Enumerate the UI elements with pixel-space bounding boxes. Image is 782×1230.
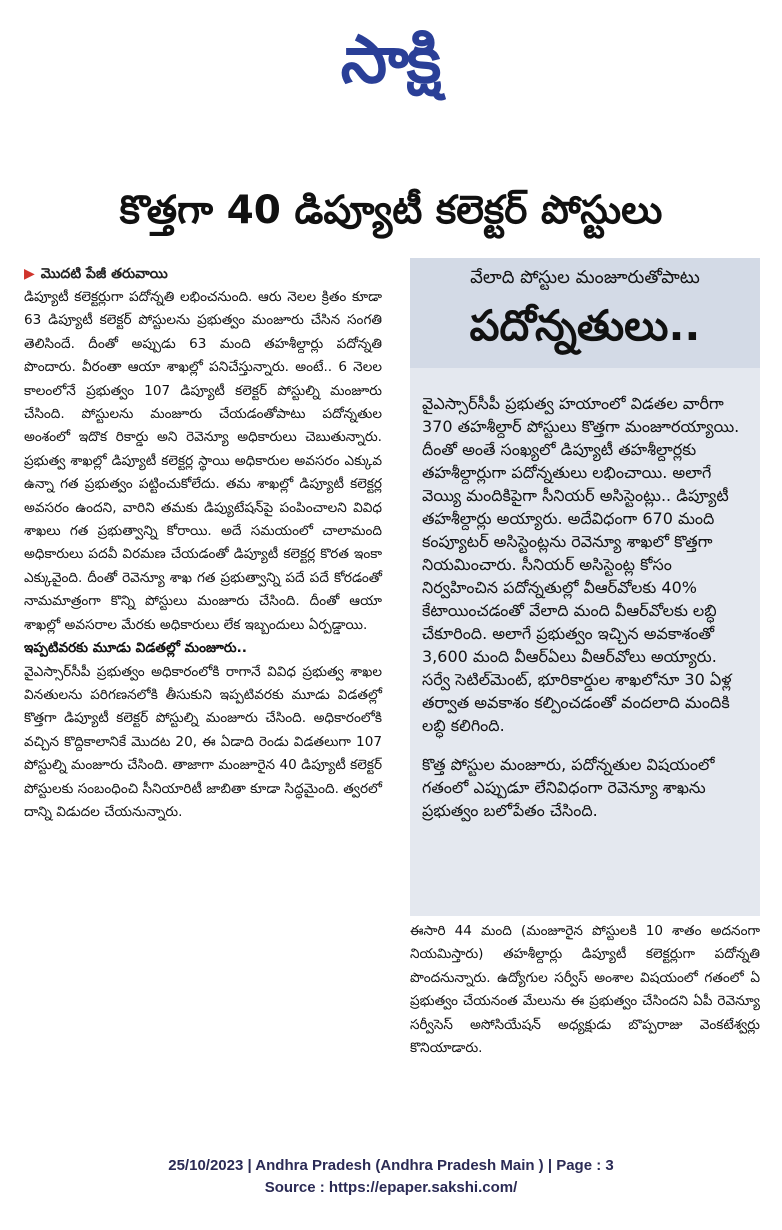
- footer-dateline: 25/10/2023 | Andhra Pradesh (Andhra Pradesh Main ) | Page : 3: [168, 1157, 614, 1174]
- left-column: [24, 262, 382, 824]
- footer-source: Source : https://epaper.sakshi.com/: [264, 1179, 518, 1196]
- sidebar-box-body: [410, 368, 760, 824]
- right-column: [410, 920, 760, 1060]
- kicker-text: మొదటి పేజీ తరువాయి: [40, 266, 168, 282]
- arrow-icon: ▶: [24, 266, 35, 282]
- left-paragraph-1: డిప్యూటీ కలెక్టర్లుగా పదోన్నతి లభించనుంది. ఆరు నెలల క్రితం కూడా 63 డిప్యూటీ కలెక్టర్‌ పోస్టులను ప్రభుత్వం మంజూరు చేసిన సంగతి తెలిసిందే. దీంతో అప్పుడు 63 మంది తహశీల్దార్లు పదోన్నతి పొందారు. వీరంతా ఆయా శాఖల్లో పనిచేస్తున్నారు. అంటే.. 6 నెలల కాలంలోనే ప్రభుత్వం 107 డిప్యూటీ కలెక్టర్‌ పోస్టుల్ని మంజూరు చేసింది. పోస్టులను మంజూరు చేయడంతోపాటు పదోన్నతుల అంశంలో ఇదొక రికార్డు అని రెవెన్యూ అధికారులు చెబుతున్నారు. ప్రభుత్వ శాఖల్లో డిప్యూటీ కలెక్టర్ల స్థాయి అధికారుల అవసరం ఎక్కువ ఉన్నా గత ప్రభుత్వం పట్టించుకోలేదు. తమ శాఖల్లో డిప్యూటీ కలెక్టర్ల అవసరం ఉందని, వారిని తమకు డిప్యుటేషన్‌పై పంపించాలని వివిధ శాఖలు గత ప్రభుత్వాన్ని కోరాయి. అదే సమయంలో చాలామంది అధికారులు పదవీ విరమణ చేయడంతో డిప్యూటీ కలెక్టర్ల కొరత ఇంకా ఎక్కువైంది. దీంతో రెవెన్యూ శాఖ గత ప్రభుత్వాన్ని పదే పదే కోరడంతో నామమాత్రంగా కొన్ని పోస్టులు మంజూరు చేసింది. దీంతో ఆయా శాఖల్లో అవసరాల మేరకు అధికారులు లేక ఇబ్బందులు ఏర్పడ్డాయి.: [24, 289, 382, 633]
- sidebar-box: [410, 258, 760, 916]
- sidebar-box-kicker: వేలాది పోస్టుల మంజూరుతోపాటు: [470, 267, 700, 288]
- sidebar-box-header: [410, 258, 760, 368]
- footer: [0, 1155, 782, 1199]
- sakshi-logo: సాక్షి: [340, 21, 440, 98]
- box-paragraph-1: వైఎస్సార్‌సీపీ ప్రభుత్వ హయాంలో విడతల వారీగా 370 తహశీల్దార్‌ పోస్టులు కొత్తగా మంజూరయ్యాయి. దీంతో అంతే సంఖ్యలో డిప్యూటీ తహశీల్దార్లకు తహశీల్దార్లుగా పదోన్నతులు లభించాయి. అలాగే వెయ్యి మందికిపైగా సీనియర్‌ అసిస్టెంట్లు.. డిప్యూటీ తహశీల్దార్లు అయ్యారు. అదేవిధంగా 670 మంది కంప్యూటర్‌ అసిస్టెంట్లను రెవెన్యూ శాఖలో కొత్తగా నియమించారు. సీనియర్‌ అసిస్టెంట్ల కోసం నిర్వహించిన పదోన్నతుల్లో వీఆర్‌వోలకు 40% కేటాయించడంతో వేలాది మంది వీఆర్‌వోలకు లబ్ధి చేకూరింది. అలాగే ప్రభుత్వం ఇచ్చిన అవకాశంతో 3,600 మంది వీఆర్‌ఏలు వీఆర్‌వోలు అయ్యారు. సర్వే సెటిల్‌మెంట్, భూరికార్డుల శాఖలోనూ 30 ఏళ్ల తర్వాత అవకాశం కల్పించడంతో వందలాది మందికి లబ్ధి కలిగింది.: [422, 394, 740, 735]
- sidebar-box-title: పదోన్నతులు..: [469, 301, 701, 350]
- left-paragraph-2: వైఎస్సార్‌సీపీ ప్రభుత్వం అధికారంలోకి రాగానే వివిధ ప్రభుత్వ శాఖల వినతులను పరిగణనలోకి తీసుకుని ఇప్పటివరకు మూడు విడతల్లో కొత్తగా డిప్యూటీ కలెక్టర్‌ పోస్టుల్ని మంజూరు చేసింది. అధికారంలోకి వచ్చిన కొద్దికాలానికే మొదట 20, ఈ ఏడాది రెండు విడతలుగా 107 పోస్టుల్ని మంజూరు చేసింది. తాజాగా మంజూరైన 40 డిప్యూటీ కలెక్టర్‌ పోస్టులకు సంబంధించి సీనియారిటీ జాబితా కూడా సిద్ధమైంది. త్వరలో దాన్ని విడుదల చేయనున్నారు.: [24, 663, 382, 820]
- box-paragraph-2: కొత్త పోస్టుల మంజూరు, పదోన్నతుల విషయంలో గతంలో ఎప్పుడూ లేనివిధంగా రెవెన్యూ శాఖను ప్రభుత్వం బలోపేతం చేసింది.: [422, 755, 715, 820]
- continuation-kicker: [24, 262, 382, 286]
- left-subheading: ఇప్పటివరకు మూడు విడతల్లో మంజూరు..: [24, 640, 247, 657]
- right-paragraph: ఈసారి 44 మంది (మంజూరైన పోస్టులకి 10 శాతం అదనంగా నియమిస్తారు) తహశీల్దార్లు డిప్యూటీ కలెక్టర్లుగా పదోన్నతి పొందనున్నారు. ఉద్యోగుల సర్వీస్‌ అంశాల విషయంలో గతంలో ఏ ప్రభుత్వం చేయనంత మేలును ఈ ప్రభుత్వం చేసిందని ఏపీ రెవెన్యూ సర్వీసెస్‌ అసోసియేషన్‌ అధ్యక్షుడు బొప్పరాజు వెంకటేశ్వర్లు కొనియాడారు.: [410, 923, 760, 1057]
- headline: కొత్తగా 40 డిప్యూటీ కలెక్టర్‌ పోస్టులు: [119, 188, 663, 233]
